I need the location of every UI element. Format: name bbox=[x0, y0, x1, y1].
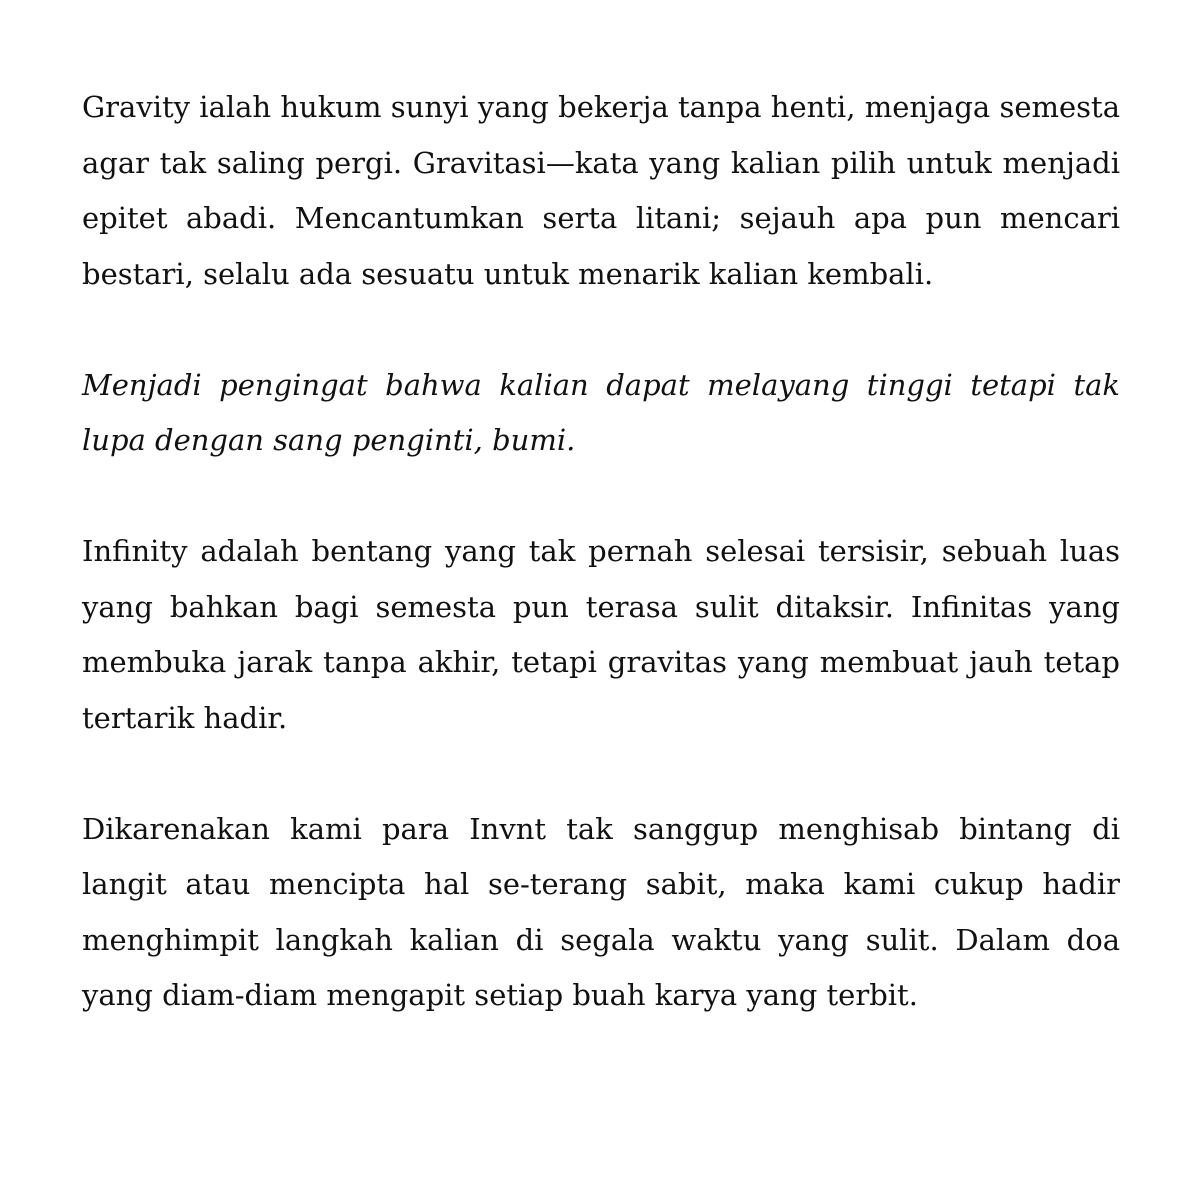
paragraph-gravity: Gravity ialah hukum sunyi yang bekerja tanpa henti, menjaga semesta agar tak saling pergi. Gravitasi—kata yang kalian pilih untuk menjadi epitet abadi. Mencantumkan serta litani; sejauh apa pun mencari bestari, selalu ada sesuatu untuk menarik kalian kembali. bbox=[82, 90, 1120, 291]
paragraph-invnt: Dikarenakan kami para Invnt tak sanggup menghisab bintang di langit atau mencipta hal se-terang sabit, maka kami cukup hadir menghimpit langkah kalian di segala waktu yang sulit. Dalam doa yang diam-diam mengapit setiap buah karya yang terbit. bbox=[82, 811, 1120, 1012]
paragraph-reminder: Menjadi pengingat bahwa kalian dapat melayang tinggi tetapi tak lupa dengan sang penginti, bumi. bbox=[82, 367, 1120, 457]
document-body bbox=[82, 80, 1120, 1024]
paragraph-infinity: Infinity adalah bentang yang tak pernah selesai tersisir, sebuah luas yang bahkan bagi semesta pun terasa sulit ditaksir. Infinitas yang membuka jarak tanpa akhir, tetapi gravitas yang membuat jauh tetap tertarik hadir. bbox=[82, 534, 1120, 735]
